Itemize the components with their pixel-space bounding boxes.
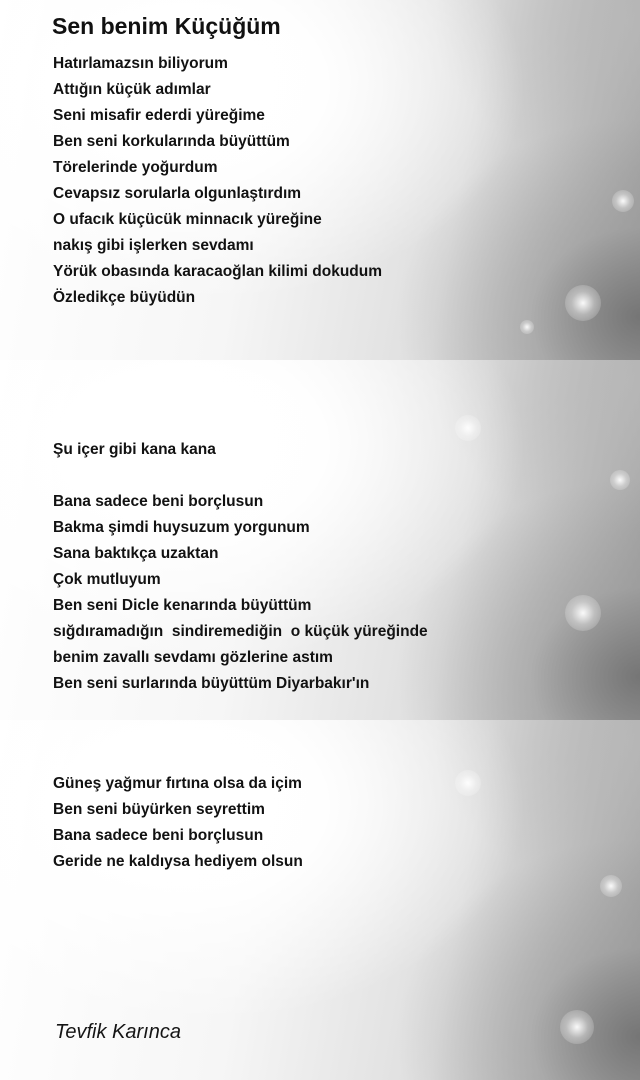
poem-line: Ben seni Dicle kenarında büyüttüm xyxy=(53,597,312,614)
poem-line: Cevapsız sorularla olgunlaştırdım xyxy=(53,185,302,202)
poem-line: Attığın küçük adımlar xyxy=(53,81,211,98)
bokeh-light xyxy=(600,875,622,897)
poem-line xyxy=(53,463,428,489)
bokeh-light xyxy=(612,190,634,212)
poem-line: Bakma şimdi huysuzum yorgunum xyxy=(53,519,310,536)
poem-line: Çok mutluyum xyxy=(53,571,161,588)
poem-line: nakış gibi işlerken sevdamı xyxy=(53,237,254,254)
poem-line: sığdıramadığın sindiremediğin o küçük yüreğinde xyxy=(53,623,428,640)
poem-line: Geride ne kaldıysa hediyem olsun xyxy=(53,853,303,870)
poem-author: Tevfik Karınca xyxy=(55,1021,181,1043)
bokeh-light xyxy=(565,285,601,321)
poem-line: Ben seni korkularında büyüttüm xyxy=(53,133,290,150)
bokeh-light xyxy=(610,470,630,490)
poem-line: Sana baktıkça uzaktan xyxy=(53,545,219,562)
bokeh-light xyxy=(565,595,601,631)
poem-panel-1 xyxy=(0,0,640,360)
poem-line: benim zavallı sevdamı gözlerine astım xyxy=(53,649,333,666)
bokeh-light xyxy=(455,415,481,441)
poem-title: Sen benim Küçüğüm xyxy=(52,13,281,39)
poem-panel-3 xyxy=(0,720,640,1080)
poem-line: Hatırlamazsın biliyorum xyxy=(53,55,228,72)
bokeh-light xyxy=(560,1010,594,1044)
poem-stanza-3 xyxy=(53,771,303,875)
bokeh-light xyxy=(455,770,481,796)
bokeh-light xyxy=(520,320,534,334)
poem-line: Ben seni surlarında büyüttüm Diyarbakır'ın xyxy=(53,675,370,692)
poem-line: O ufacık küçücük minnacık yüreğine xyxy=(53,211,322,228)
poem-line: Yörük obasında karacaoğlan kilimi dokudum xyxy=(53,263,383,280)
poem-line: Şu içer gibi kana kana xyxy=(53,441,216,458)
poem-stanza-1 xyxy=(53,51,382,311)
poem-stanza-2 xyxy=(53,411,428,697)
poem-line: Güneş yağmur fırtına olsa da içim xyxy=(53,775,302,792)
poem-panel-2 xyxy=(0,360,640,720)
poem-line: Özledikçe büyüdün xyxy=(53,289,196,306)
poem-line: Ben seni büyürken seyrettim xyxy=(53,801,265,818)
poem-line: Seni misafir ederdi yüreğime xyxy=(53,107,265,124)
poem-line xyxy=(53,411,428,437)
poem-line: Bana sadece beni borçlusun xyxy=(53,827,264,844)
poem-line: Törelerinde yoğurdum xyxy=(53,159,218,176)
poem-line: Bana sadece beni borçlusun xyxy=(53,493,264,510)
